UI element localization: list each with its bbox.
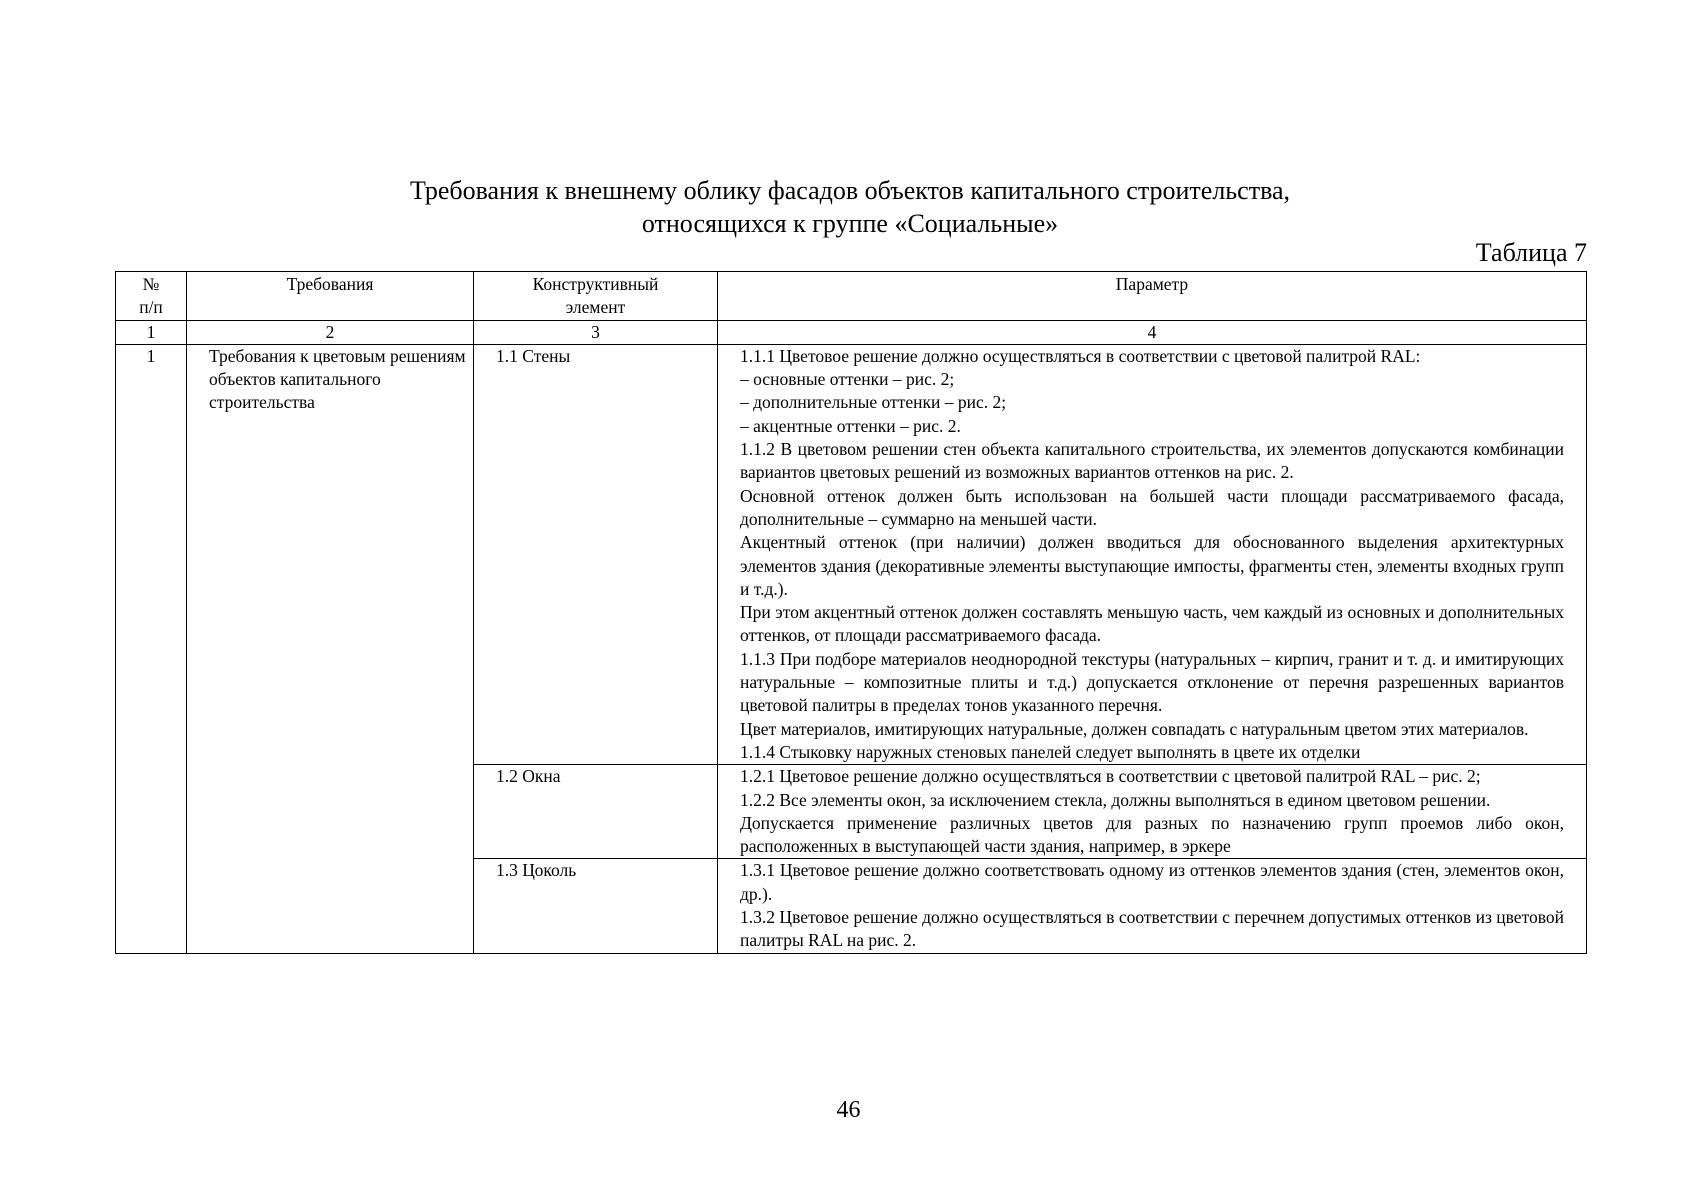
- requirements-table: [115, 271, 1587, 954]
- title-line-1: Требования к внешнему облику фасадов объектов капитального строительства,: [409, 176, 1291, 205]
- element-plinth: 1.3 Цоколь: [474, 859, 718, 953]
- column-number-row: [116, 320, 1587, 344]
- title-line-2: относящихся к группе «Социальные»: [641, 209, 1059, 238]
- header-parameter: Параметр: [718, 272, 1587, 321]
- table-row: [116, 344, 1587, 764]
- column-number: 2: [187, 320, 474, 344]
- row-number: 1: [116, 344, 187, 953]
- document-title: [115, 174, 1585, 240]
- table-header-row: [116, 272, 1587, 321]
- parameter-plinth: 1.3.1 Цветовое решение должно соответствовать одному из оттенков элементов здания (стен, элементов окон, др.). 1.3.2 Цветовое решение должно осуществляться в соответствии с перечнем допустимых оттенков из цветовой палитры RAL на рис. 2.: [718, 859, 1587, 953]
- page-number: 46: [836, 1097, 861, 1123]
- column-number: 1: [116, 320, 187, 344]
- element-windows: 1.2 Окна: [474, 765, 718, 859]
- header-element: Конструктивный элемент: [474, 272, 718, 321]
- header-requirements: Требования: [187, 272, 474, 321]
- parameter-windows: 1.2.1 Цветовое решение должно осуществляться в соответствии с цветовой палитрой RAL – рис. 2; 1.2.2 Все элементы окон, за исключением стекла, должны выполняться в едином цветовом решении. Допускается применение различных цветов для разных по назначению групп проемов либо окон, расположенных в выступающей части здания, например, в эркере: [718, 765, 1587, 859]
- parameter-walls: 1.1.1 Цветовое решение должно осуществляться в соответствии с цветовой палитрой RAL: – основные оттенки – рис. 2; – дополнительные оттенки – рис. 2; – акцентные оттенки – рис. 2. 1.1.2 В цветовом решении стен объекта капитального строительства, их элементов допускаются комбинации вариантов цветовых решений из возможных вариантов оттенков на рис. 2. Основной оттенок должен быть использован на большей части площади рассматриваемого фасада, дополнительные – суммарно на меньшей части. Акцентный оттенок (при наличии) должен вводиться для обоснованного выделения архитектурных элементов здания (декоративные элементы выступающие импосты, фрагменты стен, элементы входных групп и т.д.). При этом акцентный оттенок должен составлять меньшую часть, чем каждый из основных и дополнительных оттенков, от площади рассматриваемого фасада. 1.1.3 При подборе материалов неоднородной текстуры (натуральных – кирпич, гранит и т. д. и имитирующих натуральные – композитные плиты и т.д.) допускается отклонение от перечня разрешенных вариантов цветовой палитры в пределах тонов указанного перечня. Цвет материалов, имитирующих натуральные, должен совпадать с натуральным цветом этих материалов. 1.1.4 Стыковку наружных стеновых панелей следует выполнять в цвете их отделки: [718, 344, 1587, 764]
- table-label: Таблица 7: [1475, 238, 1587, 267]
- element-walls: 1.1 Стены: [474, 344, 718, 764]
- header-number: № п/п: [116, 272, 187, 321]
- requirement-cell: Требования к цветовым решениям объектов капитального строительства: [187, 344, 474, 953]
- column-number: 3: [474, 320, 718, 344]
- column-number: 4: [718, 320, 1587, 344]
